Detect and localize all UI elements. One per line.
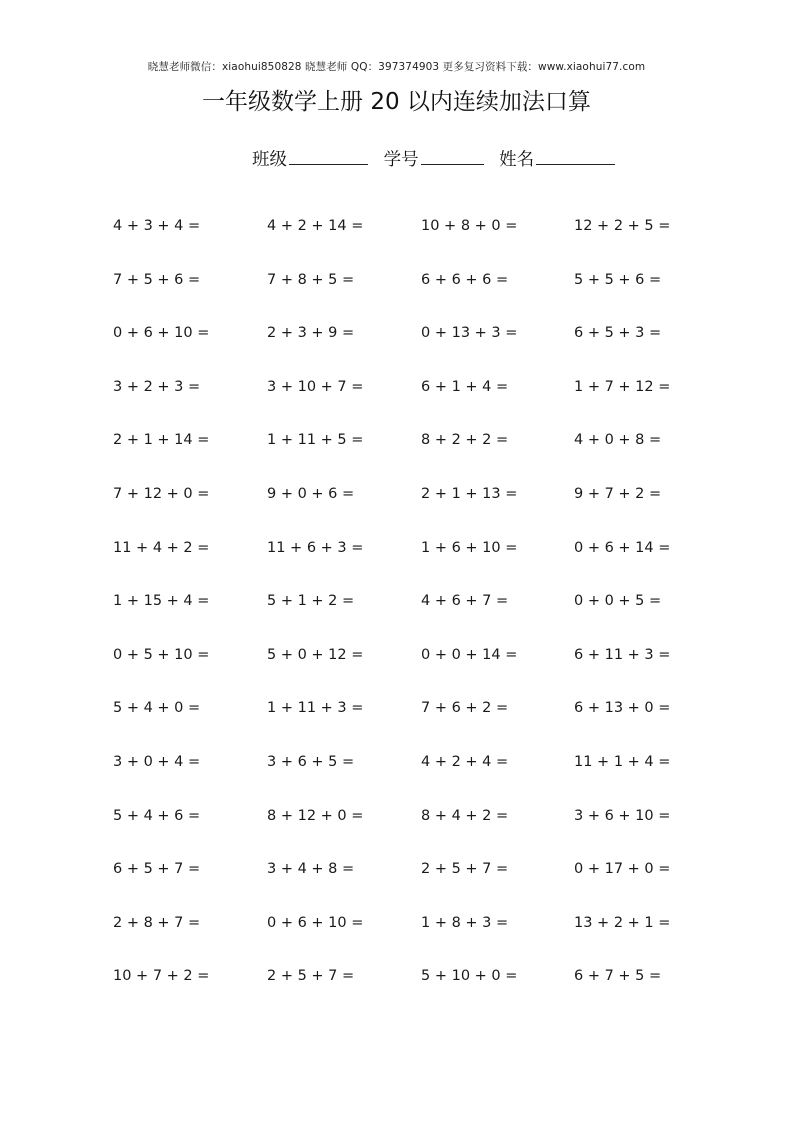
- arithmetic-problem: 5 + 1 + 2 =: [267, 593, 355, 610]
- arithmetic-problem: 11 + 4 + 2 =: [113, 539, 210, 556]
- arithmetic-problem: 7 + 5 + 6 =: [113, 271, 201, 288]
- arithmetic-problem: 6 + 7 + 5 =: [574, 968, 662, 985]
- arithmetic-problem: 4 + 0 + 8 =: [574, 432, 662, 449]
- arithmetic-problem: 2 + 8 + 7 =: [113, 914, 201, 931]
- arithmetic-problem: 5 + 4 + 0 =: [113, 700, 201, 717]
- arithmetic-problem: 5 + 4 + 6 =: [113, 807, 201, 824]
- number-label: 学号: [383, 150, 419, 170]
- class-label: 班级: [252, 150, 287, 170]
- arithmetic-problem: 9 + 7 + 2 =: [574, 485, 662, 502]
- student-info-row: [252, 146, 625, 171]
- arithmetic-problem: 0 + 0 + 5 =: [574, 593, 662, 610]
- arithmetic-problem: 1 + 11 + 5 =: [267, 432, 364, 449]
- arithmetic-problem: 2 + 5 + 7 =: [267, 968, 355, 985]
- arithmetic-problem: 3 + 4 + 8 =: [267, 861, 355, 878]
- arithmetic-problem: 0 + 0 + 14 =: [421, 646, 518, 663]
- arithmetic-problem: 0 + 6 + 10 =: [113, 325, 210, 342]
- arithmetic-problem: 12 + 2 + 5 =: [574, 218, 671, 234]
- arithmetic-problem: 7 + 8 + 5 =: [267, 271, 355, 288]
- arithmetic-problem: 6 + 5 + 7 =: [113, 861, 201, 878]
- arithmetic-problem: 1 + 7 + 12 =: [574, 378, 671, 395]
- arithmetic-problem: 9 + 0 + 6 =: [267, 485, 355, 502]
- name-label: 姓名: [499, 150, 535, 170]
- arithmetic-problem: 13 + 2 + 1 =: [574, 914, 671, 931]
- arithmetic-problem: 0 + 6 + 14 =: [574, 539, 671, 556]
- arithmetic-problem: 10 + 7 + 2 =: [113, 968, 210, 985]
- arithmetic-problem: 0 + 13 + 3 =: [421, 325, 518, 342]
- arithmetic-problem: 0 + 17 + 0 =: [574, 861, 671, 878]
- arithmetic-problem: 3 + 2 + 3 =: [113, 378, 201, 395]
- arithmetic-problem: 1 + 6 + 10 =: [421, 539, 518, 556]
- header-contact-note: 晓慧老师微信：xiaohui850828 晓慧老师 QQ：397374903 更多复习资料下载：www.xiaohui77.com: [147, 61, 646, 73]
- arithmetic-problem: 5 + 5 + 6 =: [574, 271, 662, 288]
- arithmetic-problem: 1 + 11 + 3 =: [267, 700, 364, 717]
- arithmetic-problem: 3 + 6 + 5 =: [267, 753, 355, 770]
- name-field: [499, 146, 615, 171]
- arithmetic-problem: 6 + 1 + 4 =: [421, 378, 509, 395]
- arithmetic-problem: 1 + 15 + 4 =: [113, 593, 210, 610]
- arithmetic-problem: 5 + 0 + 12 =: [267, 646, 364, 663]
- arithmetic-problem: 8 + 4 + 2 =: [421, 807, 509, 824]
- arithmetic-problem: 8 + 12 + 0 =: [267, 807, 364, 824]
- class-field: [252, 146, 368, 171]
- arithmetic-problem: 6 + 13 + 0 =: [574, 700, 671, 717]
- arithmetic-problem: 6 + 11 + 3 =: [574, 646, 671, 663]
- arithmetic-problem: 3 + 10 + 7 =: [267, 378, 364, 395]
- arithmetic-problem: 1 + 8 + 3 =: [421, 914, 509, 931]
- arithmetic-problem: 11 + 6 + 3 =: [267, 539, 364, 556]
- arithmetic-problem: 4 + 6 + 7 =: [421, 593, 509, 610]
- arithmetic-problem: 6 + 6 + 6 =: [421, 271, 509, 288]
- arithmetic-problem: 3 + 0 + 4 =: [113, 753, 201, 770]
- arithmetic-problem: 0 + 6 + 10 =: [267, 914, 364, 931]
- arithmetic-problem: 2 + 5 + 7 =: [421, 861, 509, 878]
- name-blank-line[interactable]: [536, 146, 615, 165]
- arithmetic-problem: 7 + 12 + 0 =: [113, 485, 210, 502]
- number-blank-line[interactable]: [421, 146, 484, 165]
- arithmetic-problem: 8 + 2 + 2 =: [421, 432, 509, 449]
- problem-grid: [113, 212, 694, 1016]
- arithmetic-problem: 5 + 10 + 0 =: [421, 968, 518, 985]
- arithmetic-problem: 0 + 5 + 10 =: [113, 646, 210, 663]
- arithmetic-problem: 7 + 6 + 2 =: [421, 700, 509, 717]
- class-blank-line[interactable]: [289, 146, 368, 165]
- arithmetic-problem: 4 + 2 + 4 =: [421, 753, 509, 770]
- arithmetic-problem: 11 + 1 + 4 =: [574, 753, 671, 770]
- arithmetic-problem: 3 + 6 + 10 =: [574, 807, 671, 824]
- arithmetic-problem: 2 + 1 + 13 =: [421, 485, 518, 502]
- arithmetic-problem: 2 + 1 + 14 =: [113, 432, 210, 449]
- number-field: [384, 146, 484, 171]
- arithmetic-problem: 6 + 5 + 3 =: [574, 325, 662, 342]
- arithmetic-problem: 10 + 8 + 0 =: [421, 218, 518, 234]
- arithmetic-problem: 4 + 3 + 4 =: [113, 218, 201, 234]
- arithmetic-problem: 4 + 2 + 14 =: [267, 218, 364, 234]
- worksheet-title: 一年级数学上册 20 以内连续加法口算: [202, 89, 591, 115]
- arithmetic-problem: 2 + 3 + 9 =: [267, 325, 355, 342]
